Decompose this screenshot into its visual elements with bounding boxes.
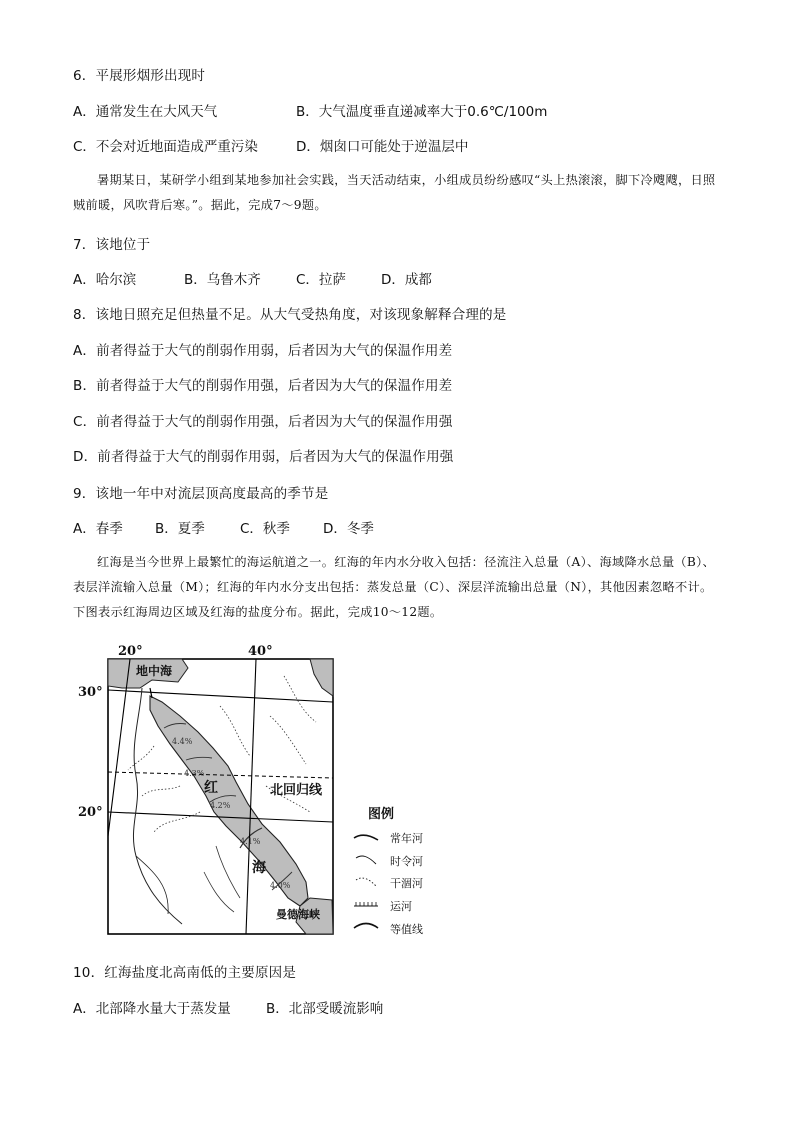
q7-option-b: B．乌鲁木齐 <box>184 272 261 288</box>
q9-option-d: D．冬季 <box>323 521 374 537</box>
q9-option-c: C．秋季 <box>240 521 290 537</box>
legend-symbol-dry <box>356 878 376 886</box>
label-tropic: 北回归线 <box>270 783 323 798</box>
q7-option-a: A．哈尔滨 <box>73 272 137 288</box>
legend-symbol-perennial <box>354 835 378 840</box>
label-sea: 海 <box>252 860 266 876</box>
label-mediterranean: 地中海 <box>136 664 173 678</box>
q8-option-b: B．前者得益于大气的削弱作用强，后者因为大气的保温作用差 <box>73 378 453 394</box>
legend-label-isoline: 等值线 <box>390 923 423 936</box>
question-7-stem: 7．该地位于 <box>73 237 151 253</box>
question-9-stem: 9．该地一年中对流层顶高度最高的季节是 <box>73 486 329 502</box>
legend-item-canal <box>354 900 412 913</box>
q6-option-d: D．烟囱口可能处于逆温层中 <box>296 139 469 155</box>
q6-option-c: C．不会对近地面造成严重污染 <box>73 139 258 155</box>
question-6-stem: 6．平展形烟形出现时 <box>73 68 206 84</box>
legend-label-perennial: 常年河 <box>390 832 423 845</box>
legend-item-dry <box>356 877 423 890</box>
red-sea-salinity-map <box>70 636 470 946</box>
isoline-label: 4.2% <box>210 801 231 810</box>
legend-symbol-seasonal <box>356 856 376 864</box>
question-8-stem: 8．该地日照充足但热量不足。从大气受热角度，对该现象解释合理的是 <box>73 307 507 323</box>
question-10-stem: 10．红海盐度北高南低的主要原因是 <box>73 965 297 981</box>
label-red: 红 <box>204 780 218 796</box>
legend-item-isoline <box>354 922 423 936</box>
legend-label-seasonal: 时令河 <box>390 855 423 868</box>
label-lat-30: 30° <box>78 685 103 700</box>
isoline-label: 4.0% <box>270 881 291 890</box>
isoline-label: 4.1% <box>240 837 261 846</box>
legend-item-perennial <box>354 831 423 845</box>
passage-10-12: 红海是当今世界上最繁忙的海运航道之一。红海的年内水分收入包括：径流注入总量（A）、海域降水总量（B）、表层洋流输入总量（M）；红海的年内水分支出包括：蒸发总量（C）、深层洋流输出总量（N），其他因素忽略不计。下图表示红海周边区域及红海的盐度分布。据此，完成10～12题。 <box>73 555 716 619</box>
q10-option-a: A．北部降水量大于蒸发量 <box>73 1001 231 1017</box>
passage-7-9: 暑期某日，某研学小组到某地参加社会实践，当天活动结束，小组成员纷纷感叹“头上热滚滚，脚下冷飕飕，日照贼前暖，风吹背后寒。”。据此，完成7～9题。 <box>73 173 716 212</box>
legend-label-dry: 干涸河 <box>390 877 423 890</box>
q8-option-a: A．前者得益于大气的削弱作用弱，后者因为大气的保温作用差 <box>73 343 453 359</box>
q10-option-b: B．北部受暖流影响 <box>266 1001 384 1017</box>
label-strait: 曼德海峡 <box>276 908 320 921</box>
label-lon-40: 40° <box>248 644 273 659</box>
label-lon-20: 20° <box>118 644 143 659</box>
q6-option-a: A．通常发生在大风天气 <box>73 104 218 120</box>
q9-option-a: A．春季 <box>73 521 123 537</box>
label-lat-20: 20° <box>78 805 103 820</box>
legend-title: 图例 <box>368 807 395 822</box>
legend-symbol-isoline <box>354 924 378 929</box>
isoline-label: 4.3% <box>184 769 205 778</box>
legend-item-seasonal <box>356 854 423 868</box>
isoline-label: 4.4% <box>172 737 193 746</box>
q8-option-d: D．前者得益于大气的削弱作用弱，后者因为大气的保温作用强 <box>73 449 454 465</box>
legend-label-canal: 运河 <box>390 900 412 913</box>
q6-option-b: B．大气温度垂直递减率大于0.6℃/100m <box>296 104 548 120</box>
q7-option-d: D．成都 <box>381 272 432 288</box>
q9-option-b: B．夏季 <box>155 521 205 537</box>
q8-option-c: C．前者得益于大气的削弱作用强，后者因为大气的保温作用强 <box>73 414 453 430</box>
legend-symbol-canal-ticks <box>356 902 376 906</box>
q7-option-c: C．拉萨 <box>296 272 346 288</box>
